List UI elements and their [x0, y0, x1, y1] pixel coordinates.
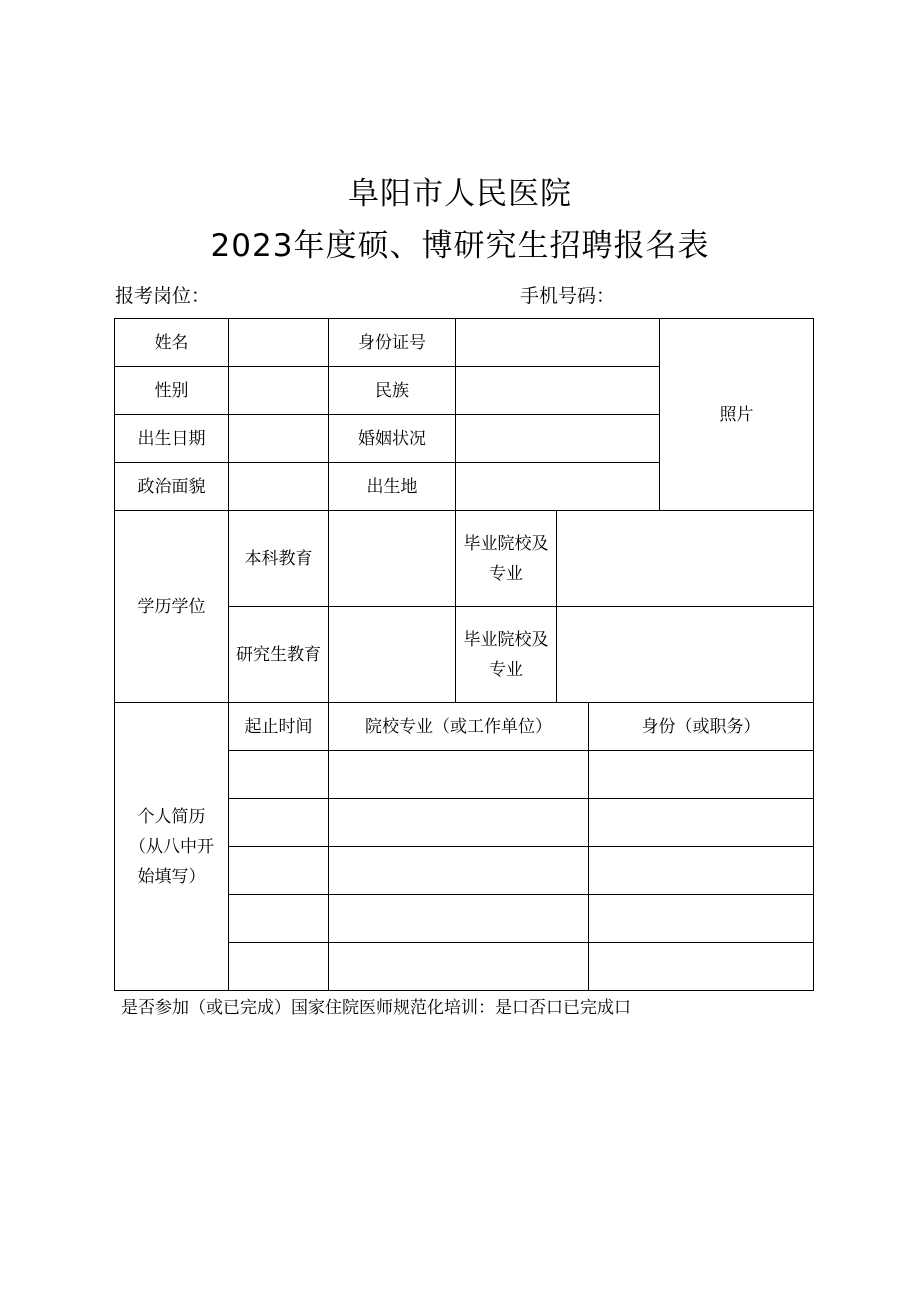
school-major-label-line1: 毕业院校及 [463, 629, 549, 650]
graduate-school-major-label [456, 607, 557, 703]
graduate-school-major-value-cell[interactable] [557, 607, 814, 703]
resume-school-cell[interactable] [329, 943, 589, 991]
photo-cell[interactable]: 照片 [660, 319, 814, 511]
name-label: 姓名 [115, 319, 229, 367]
birth-date-label: 出生日期 [115, 415, 229, 463]
birth-date-value-cell[interactable] [229, 415, 329, 463]
id-number-value-cell[interactable] [456, 319, 660, 367]
row-name [115, 319, 814, 367]
undergraduate-value-cell[interactable] [329, 511, 456, 607]
marital-status-value-cell[interactable] [456, 415, 660, 463]
resume-period-cell[interactable] [229, 847, 329, 895]
political-status-label: 政治面貌 [115, 463, 229, 511]
residency-training-note: 是否参加（或已完成）国家住院医师规范化培训：是口否口已完成口 [121, 998, 631, 1018]
form-title-recruitment: 2023年度硕、博研究生招聘报名表 [210, 228, 710, 264]
post-label: 报考岗位： [115, 285, 211, 307]
resume-role-cell[interactable] [589, 799, 814, 847]
undergraduate-school-major-label [456, 511, 557, 607]
graduate-value-cell[interactable] [329, 607, 456, 703]
resume-role-cell[interactable] [589, 751, 814, 799]
political-status-value-cell[interactable] [229, 463, 329, 511]
birthplace-value-cell[interactable] [456, 463, 660, 511]
birthplace-label: 出生地 [329, 463, 456, 511]
resume-period-cell[interactable] [229, 799, 329, 847]
registration-table [114, 318, 814, 991]
resume-label-line3: 始填写） [137, 866, 206, 887]
resume-period-cell[interactable] [229, 751, 329, 799]
resume-school-cell[interactable] [329, 895, 589, 943]
resume-period-cell[interactable] [229, 943, 329, 991]
resume-school-cell[interactable] [329, 751, 589, 799]
resume-school-cell[interactable] [329, 799, 589, 847]
graduate-label: 研究生教育 [229, 607, 329, 703]
gender-label: 性别 [115, 367, 229, 415]
marital-status-label: 婚姻状况 [329, 415, 456, 463]
id-number-label: 身份证号 [329, 319, 456, 367]
resume-col-role: 身份（或职务） [589, 703, 814, 751]
resume-label-line1: 个人简历 [137, 806, 206, 827]
resume-role-cell[interactable] [589, 943, 814, 991]
undergraduate-school-major-value-cell[interactable] [557, 511, 814, 607]
row-resume-header [115, 703, 814, 751]
resume-role-cell[interactable] [589, 895, 814, 943]
school-major-label-line2: 专业 [489, 563, 523, 584]
form-title-hospital: 阜阳市人民医院 [348, 176, 572, 212]
resume-section-label [115, 703, 229, 991]
school-major-label-line2: 专业 [489, 659, 523, 680]
resume-label-line2: （从八中开 [129, 836, 214, 857]
resume-school-cell[interactable] [329, 847, 589, 895]
resume-role-cell[interactable] [589, 847, 814, 895]
phone-label: 手机号码： [520, 285, 616, 307]
name-value-cell[interactable] [229, 319, 329, 367]
ethnicity-value-cell[interactable] [456, 367, 660, 415]
education-section-label: 学历学位 [115, 511, 229, 703]
resume-col-school: 院校专业（或工作单位） [329, 703, 589, 751]
row-undergraduate [115, 511, 814, 607]
school-major-label-line1: 毕业院校及 [463, 533, 549, 554]
ethnicity-label: 民族 [329, 367, 456, 415]
resume-period-cell[interactable] [229, 895, 329, 943]
resume-col-period: 起止时间 [229, 703, 329, 751]
undergraduate-label: 本科教育 [229, 511, 329, 607]
gender-value-cell[interactable] [229, 367, 329, 415]
